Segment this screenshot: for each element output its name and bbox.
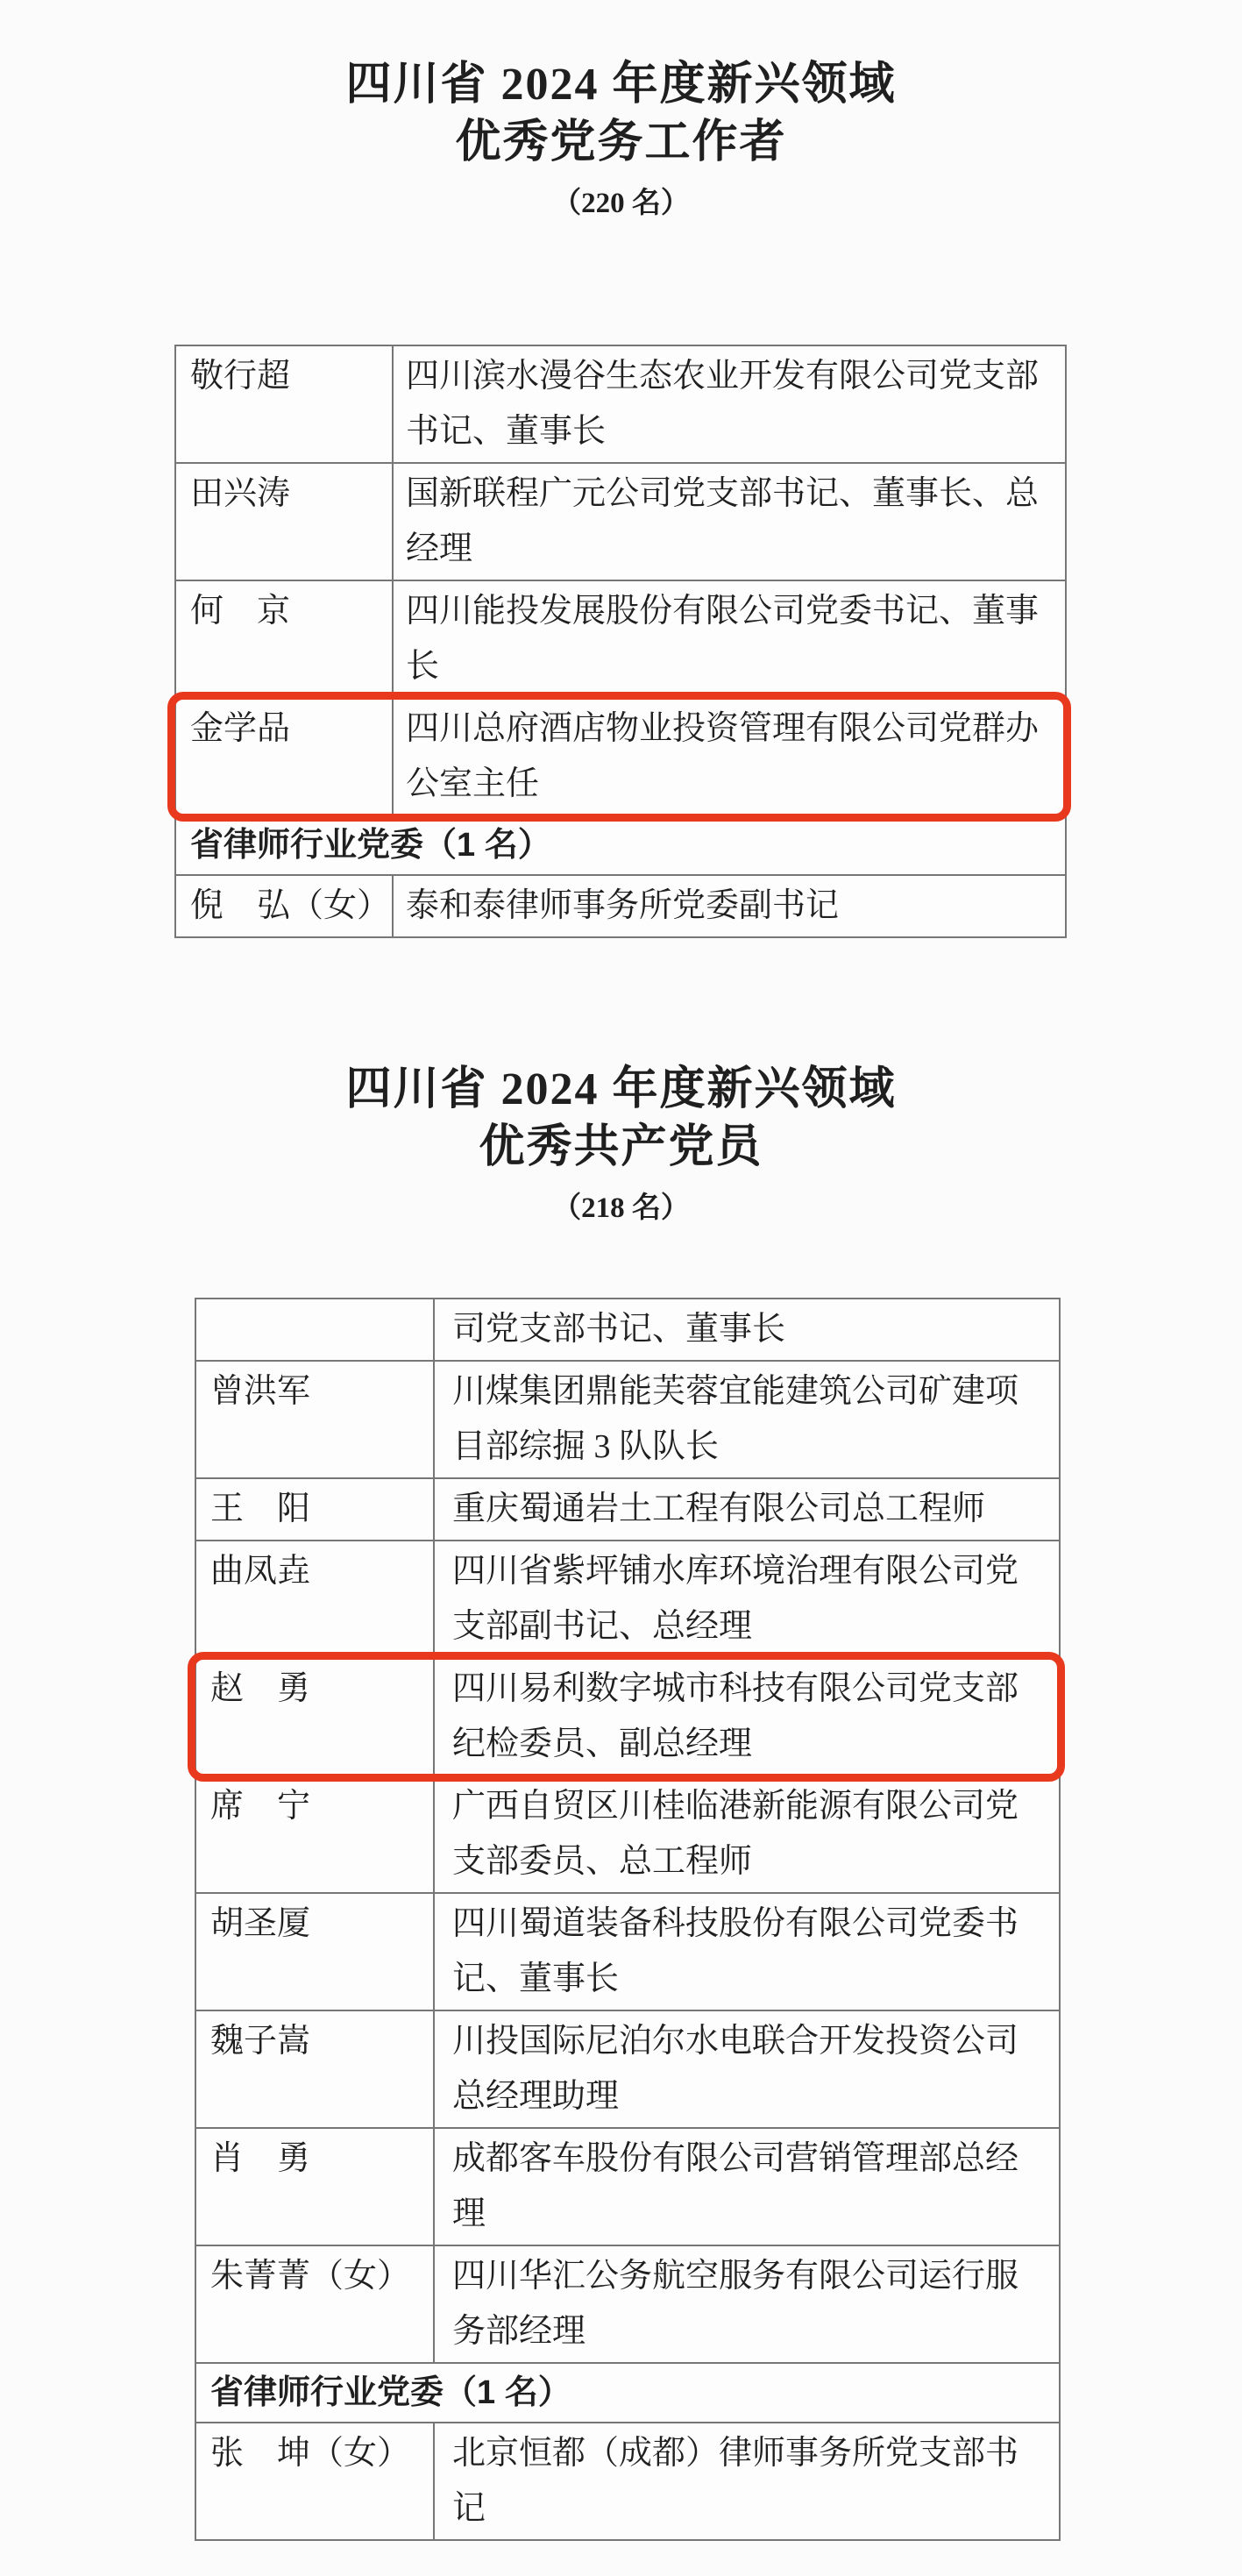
awardee-name-cell: 王 阳	[196, 1479, 435, 1540]
table-row	[196, 2010, 1059, 2127]
table-row	[196, 1657, 1059, 1775]
table-section-row	[176, 815, 1065, 874]
table-row	[196, 1540, 1059, 1657]
section-outstanding-party-affairs-workers	[0, 0, 1242, 938]
table-row	[196, 1299, 1059, 1360]
awardee-role-cell: 泰和泰律师事务所党委副书记	[406, 887, 840, 924]
awardee-role-cell: 四川华汇公务航空服务有限公司运行服务部经理	[452, 2258, 1019, 2350]
table-row	[176, 462, 1065, 580]
awardee-role-cell: 川投国际尼泊尔水电联合开发投资公司总经理助理	[452, 2023, 1019, 2115]
awardee-name-cell: 何 京	[176, 581, 394, 697]
awardees-table-2	[195, 1298, 1061, 2541]
title-block-1	[0, 0, 1242, 223]
table-row	[196, 1775, 1059, 1892]
awardee-count: （220 名）	[552, 188, 690, 219]
awardee-name-cell: 敬行超	[176, 346, 394, 462]
table-row	[176, 697, 1065, 815]
table-row	[196, 1360, 1059, 1477]
page-title-line1: 四川省 2024 年度新兴领域	[345, 1064, 897, 1114]
awardee-name-cell: 席 宁	[196, 1776, 435, 1892]
awardee-role-cell: 广西自贸区川桂临港新能源有限公司党支部委员、总工程师	[452, 1788, 1019, 1880]
section-header-label: 省律师行业党委（1 名）	[210, 2374, 571, 2411]
page-title-line2: 优秀党务工作者	[455, 117, 787, 167]
awardee-name-cell: 朱菁菁（女）	[196, 2246, 435, 2362]
awardee-name-cell: 赵 勇	[196, 1659, 435, 1775]
title-block-2	[0, 1061, 1242, 1228]
table-row	[196, 1477, 1059, 1540]
table-row	[196, 2127, 1059, 2245]
awardee-role-cell: 成都客车股份有限公司营销管理部总经理	[452, 2140, 1019, 2232]
awardee-count: （218 名）	[552, 1192, 690, 1224]
page-title-line1: 四川省 2024 年度新兴领域	[345, 60, 897, 110]
awardee-role-cell: 四川易利数字城市科技有限公司党支部纪检委员、副总经理	[452, 1670, 1019, 1762]
awardee-name-cell	[196, 1299, 435, 1360]
awardee-name-cell: 曲凤垚	[196, 1541, 435, 1657]
table-row	[196, 1892, 1059, 2010]
awardee-name-cell: 倪 弘（女）	[176, 876, 394, 936]
awardee-name-cell: 魏子嵩	[196, 2011, 435, 2127]
table-row	[196, 2422, 1059, 2539]
awardee-role-cell: 川煤集团鼎能芙蓉宜能建筑公司矿建项目部综掘 3 队队长	[452, 1373, 1019, 1465]
awardee-role-cell: 司党支部书记、董事长	[452, 1311, 786, 1348]
page-title-line2: 优秀共产党员	[479, 1122, 763, 1172]
table-section-row	[196, 2362, 1059, 2422]
table-row	[176, 580, 1065, 697]
awardee-role-cell: 四川总府酒店物业投资管理有限公司党群办公室主任	[406, 710, 1040, 802]
section-header-label: 省律师行业党委（1 名）	[190, 827, 551, 864]
awardee-role-cell: 国新联程广元公司党支部书记、董事长、总经理	[406, 475, 1040, 567]
awardee-name-cell: 曾洪军	[196, 1362, 435, 1477]
awardee-role-cell: 四川能投发展股份有限公司党委书记、董事长	[406, 593, 1040, 685]
section-outstanding-party-members	[0, 1061, 1242, 2541]
awardees-table-1	[174, 345, 1067, 938]
awardee-role-cell: 四川省紫坪铺水库环境治理有限公司党支部副书记、总经理	[452, 1553, 1019, 1645]
table-row	[176, 346, 1065, 462]
table-row	[176, 874, 1065, 936]
awardee-name-cell: 张 坤（女）	[196, 2423, 435, 2539]
awardee-role-cell: 北京恒都（成都）律师事务所党支部书记	[452, 2435, 1019, 2527]
awardee-name-cell: 金学品	[176, 699, 394, 815]
awardee-role-cell: 四川滨水漫谷生态农业开发有限公司党支部书记、董事长	[406, 358, 1040, 450]
awardee-role-cell: 重庆蜀通岩土工程有限公司总工程师	[452, 1491, 986, 1527]
awardee-name-cell: 肖 勇	[196, 2129, 435, 2245]
table-row	[196, 2245, 1059, 2362]
awardee-name-cell: 田兴涛	[176, 464, 394, 580]
awardee-role-cell: 四川蜀道装备科技股份有限公司党委书记、董事长	[452, 1905, 1019, 1997]
awardee-name-cell: 胡圣厦	[196, 1894, 435, 2010]
